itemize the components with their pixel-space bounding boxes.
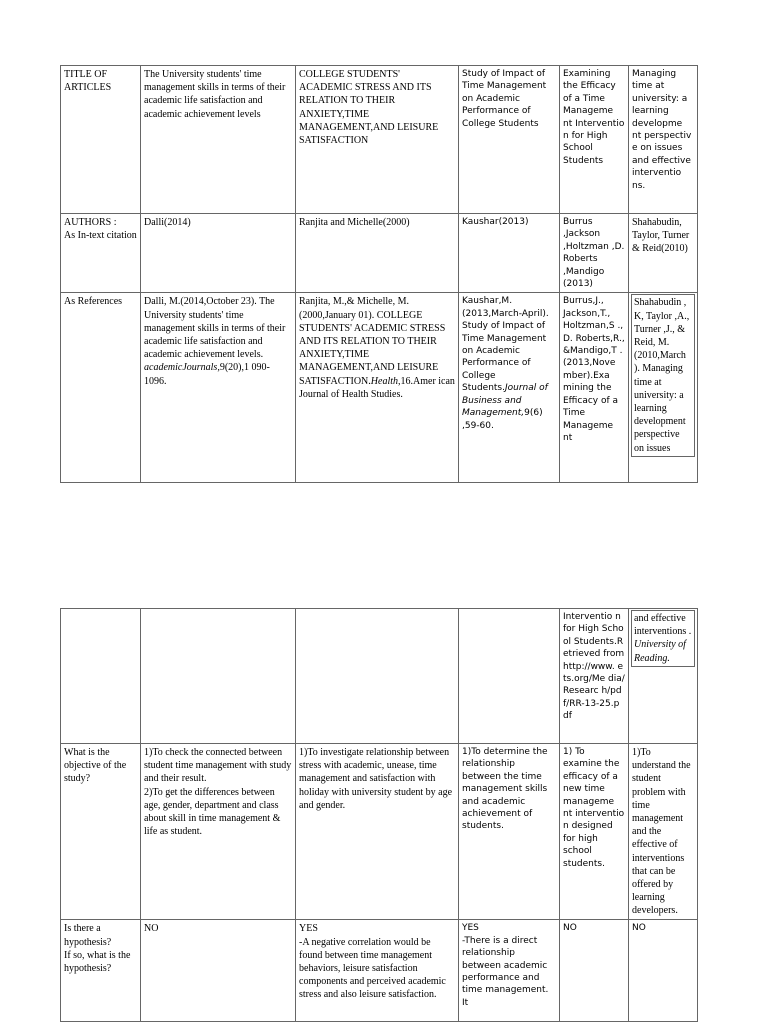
title-cell-burrus: Examining the Efficacy of a Time Manageme nt Interventio n for High School Students — [560, 66, 629, 214]
reference-cell-burrus: Burrus,J., Jackson,T., Holtzman,S ., D. Roberts,R., &Mandigo,T . (2013,Nove mber).Exa mining the Efficacy of a Time Manageme nt — [560, 293, 629, 483]
hypothesis-cell-kaushar: YES -There is a direct relationship between academic performance and time management. It — [459, 920, 560, 1022]
row-label-references: As References — [61, 293, 141, 483]
empty-cell — [296, 609, 459, 744]
journal-name: Health, — [370, 375, 401, 387]
reference-cell-shahabudin — [629, 293, 698, 483]
reference-text: and effective interventions . — [634, 613, 692, 638]
hypothesis-cell-dalli: NO — [141, 920, 296, 1022]
table-row-references — [61, 293, 698, 483]
reference-cont-burrus: Interventio n for High School Students.R etrieved from http://www. ets.org/Me dia/Researc h/pdf/RR-13-25.pdf — [560, 609, 629, 744]
title-cell-shahabudin: Managing time at university: a learning developme nt perspectiv e on issues and effective interventio ns. — [629, 66, 698, 214]
reference-box — [631, 610, 695, 667]
journal-name: University of Reading. — [634, 639, 686, 664]
reference-volume: 9(6) ,59-60. — [462, 408, 543, 431]
literature-table-bottom — [60, 608, 698, 1022]
author-cell-ranjita: Ranjita and Michelle(2000) — [296, 214, 459, 293]
reference-volume: 16.Amer ican Journal of Health Studies. — [299, 375, 455, 400]
row-label-authors: AUTHORS : As In-text citation — [61, 214, 141, 293]
empty-cell — [61, 609, 141, 744]
reference-text: Ranjita, M.,& Michelle, M. (2000,January 01). COLLEGE STUDENTS' ACADEMIC STRESS AND ITS RELATION TO THEIR ANXIETY,TIME MANAGEMENT,AND LEISURE SATISFACTION. — [299, 296, 446, 387]
table-row-objective — [61, 744, 698, 920]
row-label-objective: What is the objective of the study? — [61, 744, 141, 920]
reference-cont-shahabudin — [629, 609, 698, 744]
table-row-continued — [61, 609, 698, 744]
title-cell-ranjita: COLLEGE STUDENTS' ACADEMIC STRESS AND ITS RELATION TO THEIR ANXIETY,TIME MANAGEMENT,AND LEISURE SATISFACTION — [296, 66, 459, 214]
author-cell-kaushar: Kaushar(2013) — [459, 214, 560, 293]
empty-cell — [141, 609, 296, 744]
objective-cell-shahabudin: 1)To understand the student problem with time management and the effective of interventions that can be offered by learning developers. — [629, 744, 698, 920]
journal-name: Journal of Business and Management, — [462, 383, 548, 419]
objective-cell-ranjita: 1)To investigate relationship between stress with academic, unease, time management and satisfaction with holiday with university student by age and gender. — [296, 744, 459, 920]
table-row-title — [61, 66, 698, 214]
reference-volume: 9(20),1 090-1096. — [144, 362, 270, 387]
reference-text: Kaushar,M. (2013,March-April). Study of Impact of Time Management on Academic Performance of College Students. — [462, 296, 549, 394]
empty-cell — [459, 609, 560, 744]
reference-text: Dalli, M.(2014,October 23). The University students' time management skills in terms of their academic life satisfaction and academic achievement levels. — [144, 296, 286, 361]
row-label-title: TITLE OF ARTICLES — [61, 66, 141, 214]
hypothesis-cell-ranjita: YES -A negative correlation would be found between time management behaviors, leisure satisfaction components and perceived academic stress and also leisure satisfaction. — [296, 920, 459, 1022]
author-cell-dalli: Dalli(2014) — [141, 214, 296, 293]
row-label-hypothesis: Is there a hypothesis? If so, what is the hypothesis? — [61, 920, 141, 1022]
objective-cell-kaushar: 1)To determine the relationship between the time management skills and academic achievement of students. — [459, 744, 560, 920]
hypothesis-cell-burrus: NO — [560, 920, 629, 1022]
literature-table-top — [60, 65, 698, 483]
objective-cell-dalli: 1)To check the connected between student time management with study and their result. 2)To get the differences between age, gender, department and class about skill in time management & life as student. — [141, 744, 296, 920]
reference-cell-ranjita — [296, 293, 459, 483]
objective-cell-burrus: 1) To examine the efficacy of a new time manageme nt interventio n designed for high school students. — [560, 744, 629, 920]
journal-name: academicJournals, — [144, 362, 220, 374]
hypothesis-cell-shahabudin: NO — [629, 920, 698, 1022]
author-cell-shahabudin: Shahabudin, Taylor, Turner & Reid(2010) — [629, 214, 698, 293]
table-row-authors — [61, 214, 698, 293]
reference-cell-kaushar — [459, 293, 560, 483]
title-cell-kaushar: Study of Impact of Time Management on Academic Performance of College Students — [459, 66, 560, 214]
title-cell-dalli: The University students' time management skills in terms of their academic life satisfaction and academic achievement levels — [141, 66, 296, 214]
author-cell-burrus: Burrus ,Jackson ,Holtzman ,D. Roberts ,Mandigo (2013) — [560, 214, 629, 293]
reference-box: Shahabudin , K, Taylor ,A., Turner ,J., & Reid, M. (2010,March ). Managing time at university: a learning development perspective on issues — [631, 294, 695, 456]
reference-cell-dalli — [141, 293, 296, 483]
table-row-hypothesis — [61, 920, 698, 1022]
